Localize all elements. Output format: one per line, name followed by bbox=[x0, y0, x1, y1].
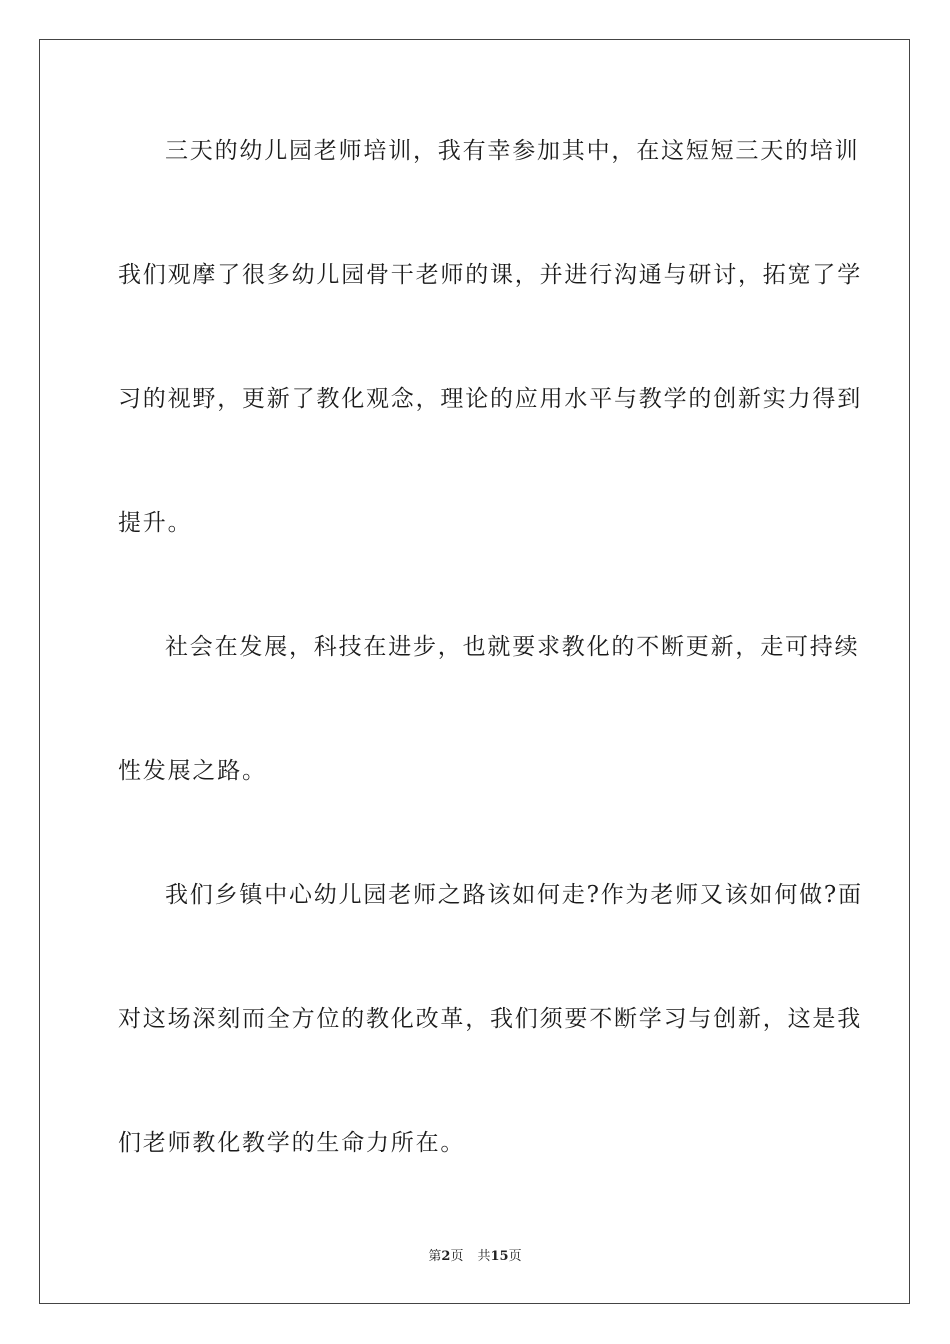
paragraph-2-line-1: 社会在发展，科技在进步，也就要求教化的不断更新，走可持续 bbox=[165, 634, 860, 660]
total-prefix: 共 bbox=[477, 1249, 491, 1264]
page-prefix: 第 bbox=[428, 1249, 442, 1264]
paragraph-3-line-1: 我们乡镇中心幼儿园老师之路该如何走?作为老师又该如何做?面 bbox=[165, 882, 863, 908]
page-footer bbox=[0, 1248, 950, 1266]
paragraph-1-line-4: 提升。 bbox=[118, 510, 193, 536]
paragraph-1-line-3: 习的视野，更新了教化观念，理论的应用水平与教学的创新实力得到 bbox=[118, 386, 862, 412]
page-suffix: 页 bbox=[450, 1249, 464, 1264]
total-pages: 15 bbox=[490, 1249, 509, 1264]
paragraph-2-line-2: 性发展之路。 bbox=[118, 758, 267, 784]
paragraph-1-line-1: 三天的幼儿园老师培训，我有幸参加其中，在这短短三天的培训 bbox=[165, 138, 860, 164]
total-suffix: 页 bbox=[508, 1249, 522, 1264]
page-number: 2 bbox=[441, 1249, 451, 1264]
paragraph-1-line-2: 我们观摩了很多幼儿园骨干老师的课，并进行沟通与研讨，拓宽了学 bbox=[118, 262, 862, 288]
paragraph-3-line-3: 们老师教化教学的生命力所在。 bbox=[118, 1130, 466, 1156]
page-frame bbox=[39, 39, 910, 1304]
paragraph-3-line-2: 对这场深刻而全方位的教化改革，我们须要不断学习与创新，这是我 bbox=[118, 1006, 862, 1032]
